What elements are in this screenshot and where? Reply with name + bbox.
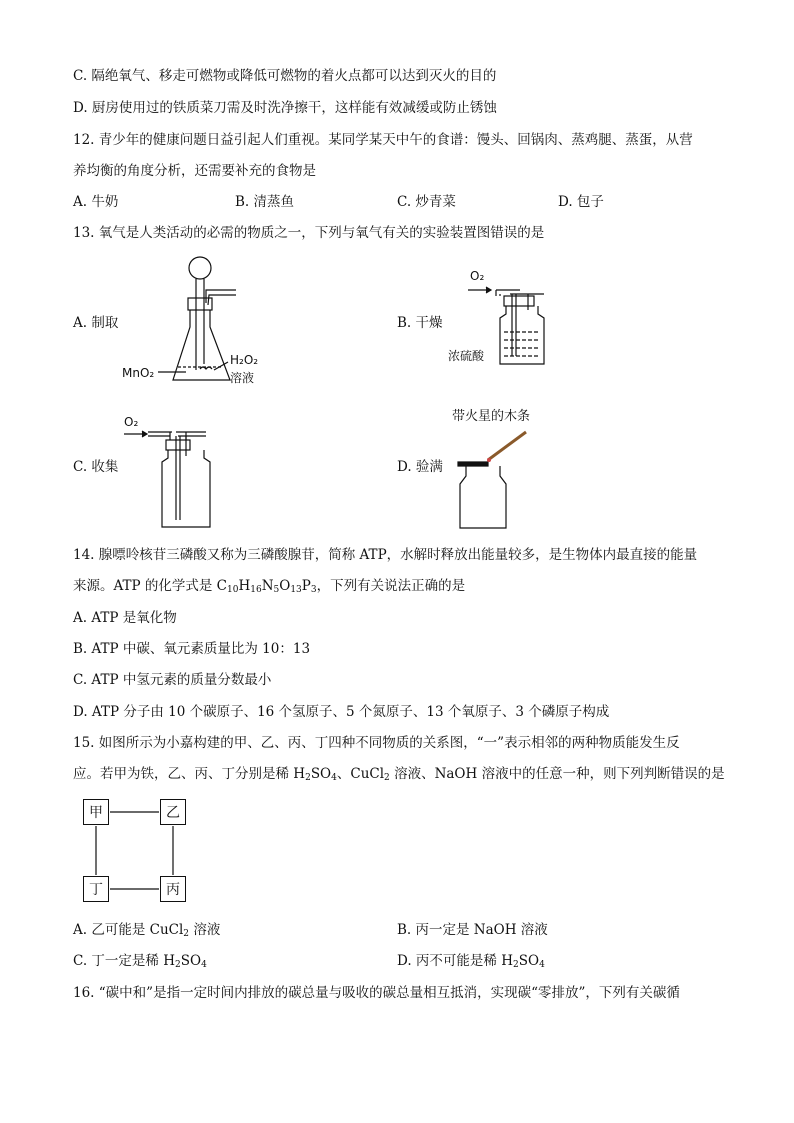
q15-so: SO: [310, 766, 332, 782]
q15-a-tail: 溶液: [189, 922, 221, 938]
q12-stem-line2: 养均衡的角度分析，还需要补充的食物是: [73, 163, 316, 179]
full-check-apparatus: [448, 404, 578, 530]
node-ding: 丁: [83, 876, 109, 902]
q15-stem-line2: [73, 764, 725, 784]
q14-stem-line2: [73, 576, 465, 596]
relationship-diagram: [82, 798, 192, 908]
mno2-label: MnO₂: [122, 366, 155, 380]
q15-option-d: [397, 951, 545, 971]
formula-n: N: [261, 578, 274, 594]
q14-formula-prefix: 来源。ATP 的化学式是 C: [73, 578, 228, 594]
formula-c-count: 10: [227, 585, 239, 595]
q15-d-text: D. 丙不可能是稀 H: [397, 953, 513, 969]
o2-label-c: O₂: [124, 415, 139, 429]
q14-option-d: D. ATP 分子由 10 个碳原子、16 个氢原子、5 个氮原子、13 个氧原子、3 个磷原子构成: [73, 704, 610, 720]
solution-label: 溶液: [230, 371, 255, 385]
formula-n-count: 5: [273, 585, 280, 595]
sub-4: 4: [331, 773, 337, 783]
q15-a-sub: 2: [183, 929, 190, 939]
q15-d-so: SO: [518, 953, 540, 969]
q15-d-sub4: 4: [539, 960, 545, 970]
q12-stem-line1: 12. 青少年的健康问题日益引起人们重视。某同学某天中午的食谱：馒头、回锅肉、蒸鸡腿、蒸蛋，从营: [73, 132, 693, 148]
formula-o-count: 13: [290, 585, 302, 595]
q15-option-b: B. 丙一定是 NaOH 溶液: [397, 922, 548, 938]
sub-2: 2: [305, 773, 311, 783]
q16-stem: 16. “碳中和”是指一定时间内排放的碳总量与吸收的碳总量相互抵消，实现碳“零排放”，下列有关碳循: [73, 985, 680, 1001]
q13-option-a: A. 制取: [73, 315, 119, 331]
h2o2-label: H₂O₂: [230, 353, 259, 367]
q14-stem-tail: ，下列有关说法正确的是: [316, 578, 466, 594]
q13-option-c: C. 收集: [73, 459, 119, 475]
q15-option-a: [73, 920, 220, 940]
q12-option-c: C. 炒青菜: [397, 194, 456, 210]
drying-apparatus: [448, 264, 558, 374]
q15-stem-prefix: 应。若甲为铁，乙、丙、丁分别是稀 H: [73, 766, 306, 782]
stick-label: 带火星的木条: [452, 409, 531, 424]
node-jia: 甲: [83, 799, 109, 825]
q12-option-a: A. 牛奶: [73, 194, 119, 210]
collection-apparatus: [120, 412, 220, 530]
q13-stem: 13. 氧气是人类活动的必需的物质之一，下列与氧气有关的实验装置图错误的是: [73, 225, 545, 241]
formula-p-count: 3: [310, 585, 317, 595]
q12-option-d: D. 包子: [558, 194, 604, 210]
formula-p: P: [301, 578, 311, 594]
formula-h: H: [238, 578, 251, 594]
q14-option-b: B. ATP 中碳、氧元素质量比为 10：13: [73, 641, 311, 657]
q15-c-so: SO: [180, 953, 202, 969]
formula-o: O: [279, 578, 291, 594]
q15-c-text: C. 丁一定是稀 H: [73, 953, 175, 969]
q14-option-a: A. ATP 是氧化物: [73, 610, 177, 626]
q15-option-c: [73, 951, 207, 971]
q14-option-c: C. ATP 中氢元素的质量分数最小: [73, 672, 272, 688]
oxygen-preparation-apparatus: [118, 252, 278, 392]
q13-option-b: B. 干燥: [397, 315, 443, 331]
sub-2b: 2: [384, 773, 390, 783]
q11-option-d: D. 厨房使用过的铁质菜刀需及时洗净擦干，这样能有效减缓或防止锈蚀: [73, 100, 497, 116]
acid-label: 浓硫酸: [448, 349, 485, 363]
q15-c-sub2: 2: [175, 960, 181, 970]
q11-option-c: C. 隔绝氧气、移走可燃物或降低可燃物的着火点都可以达到灭火的目的: [73, 68, 497, 84]
node-bing: 丙: [160, 876, 186, 902]
q15-cucl: 、CuCl: [336, 766, 385, 782]
q14-stem-line1: 14. 腺嘌呤核苷三磷酸又称为三磷酸腺苷，简称 ATP，水解时释放出能量较多，是生物体内最直接的能量: [73, 547, 698, 563]
q13-option-d: D. 验满: [397, 459, 443, 475]
node-yi: 乙: [160, 799, 186, 825]
q15-d-sub2: 2: [513, 960, 519, 970]
q15-stem-line1: 15. 如图所示为小嘉构建的甲、乙、丙、丁四种不同物质的关系图，“一”表示相邻的两种物质能发生反: [73, 735, 680, 751]
q15-c-sub4: 4: [201, 960, 207, 970]
formula-h-count: 16: [250, 585, 262, 595]
q15-stem-tail: 溶液、NaOH 溶液中的任意一种，则下列判断错误的是: [389, 766, 725, 782]
o2-label-b: O₂: [470, 269, 485, 283]
q15-a-text: A. 乙可能是 CuCl: [73, 922, 184, 938]
q12-option-b: B. 清蒸鱼: [235, 194, 295, 210]
